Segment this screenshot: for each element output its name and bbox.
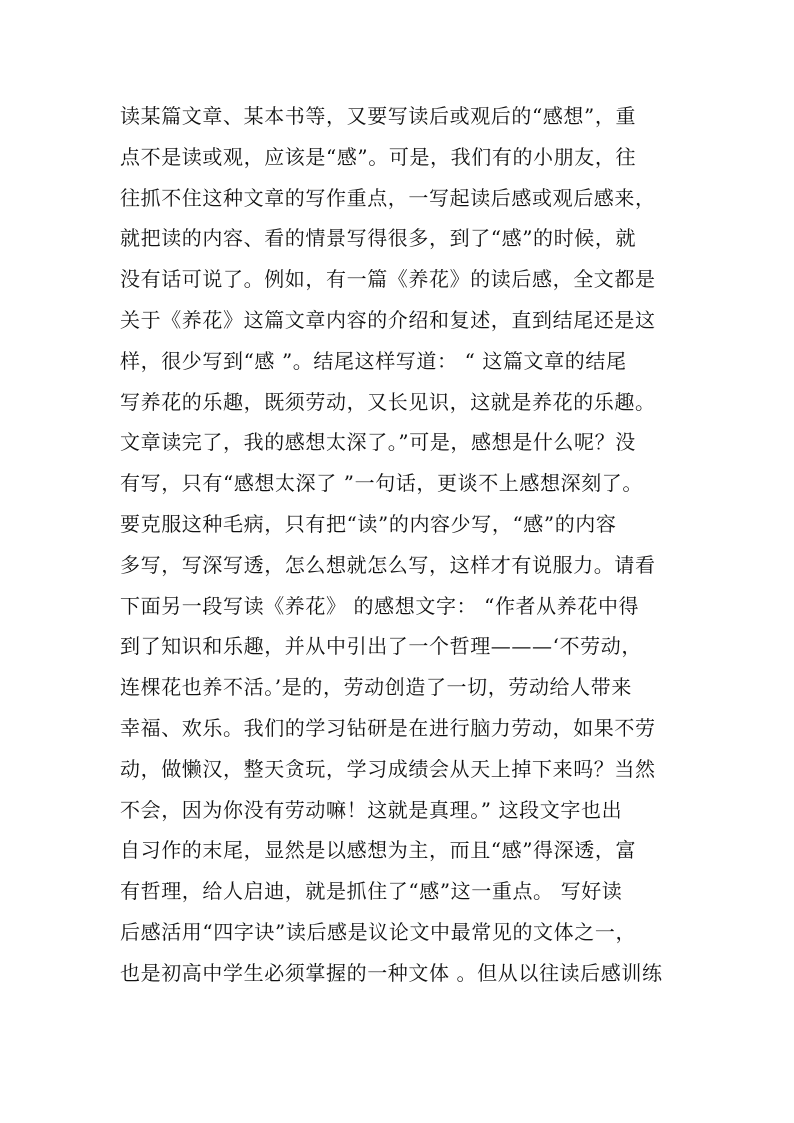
text-line-2: 点不是读或观，应该是“感”。可是，我们有的小朋友，往 — [120, 144, 637, 169]
text-line-18: 不会，因为你没有劳动嘛！这就是真理。” 这段文字也出 — [120, 797, 623, 822]
text-line-15: 连棵花也养不活。’是的，劳动创造了一切，劳动给人带来 — [120, 675, 632, 700]
text-line-20: 有哲理，给人启迪，就是抓住了“感”这一重点。 写好读 — [120, 879, 623, 904]
text-line-12: 多写，写深写透，怎么想就怎么写，这样才有说服力。请看 — [120, 552, 656, 577]
text-line-10: 有写，只有“感想太深了 ”一句话，更谈不上感想深刻了。 — [120, 471, 644, 496]
text-line-9: 文章读完了，我的感想太深了。”可是，感想是什么呢？没 — [120, 430, 636, 455]
text-line-5: 没有话可说了。例如，有一篇《养花》的读后感，全文都是 — [120, 267, 656, 292]
text-line-1: 读某篇文章、某本书等，又要写读后或观后的“感想”，重 — [120, 104, 637, 128]
body-text — [120, 96, 685, 994]
text-line-13: 下面另一段写读《养花》 的感想文字： “作者从养花中得 — [120, 593, 640, 618]
text-line-4: 就把读的内容、看的情景写得很多，到了“感”的时候，就 — [120, 226, 637, 251]
text-line-6: 关于《养花》这篇文章内容的介绍和复述，直到结尾还是这 — [120, 307, 656, 332]
text-line-14: 到了知识和乐趣，并从中引出了一个哲理———‘不劳动， — [120, 634, 642, 659]
text-line-19: 自习作的末尾，显然是以感想为主，而且“感”得深透，富 — [120, 838, 637, 863]
text-line-7: 样，很少写到“感 ”。结尾这样写道： “ 这篇文章的结尾 — [120, 348, 627, 373]
text-line-17: 动，做懒汉，整天贪玩，学习成绩会从天上掉下来吗？当然 — [120, 756, 656, 781]
text-line-3: 往抓不住这种文章的写作重点，一写起读后感或观后感来， — [120, 185, 656, 210]
text-line-16: 幸福、欢乐。我们的学习钻研是在进行脑力劳动，如果不劳 — [120, 715, 656, 740]
text-line-22: 也是初高中学生必须掌握的一种文体 。但从以往读后感训练 — [120, 960, 663, 985]
text-line-11: 要克服这种毛病，只有把“读”的内容少写，“感”的内容 — [120, 511, 617, 536]
text-line-21: 后感活用“四字诀”读后感是议论文中最常见的文体之一， — [120, 919, 637, 944]
text-line-8: 写养花的乐趣，既须劳动，又长见识，这就是养花的乐趣。 — [120, 389, 656, 414]
